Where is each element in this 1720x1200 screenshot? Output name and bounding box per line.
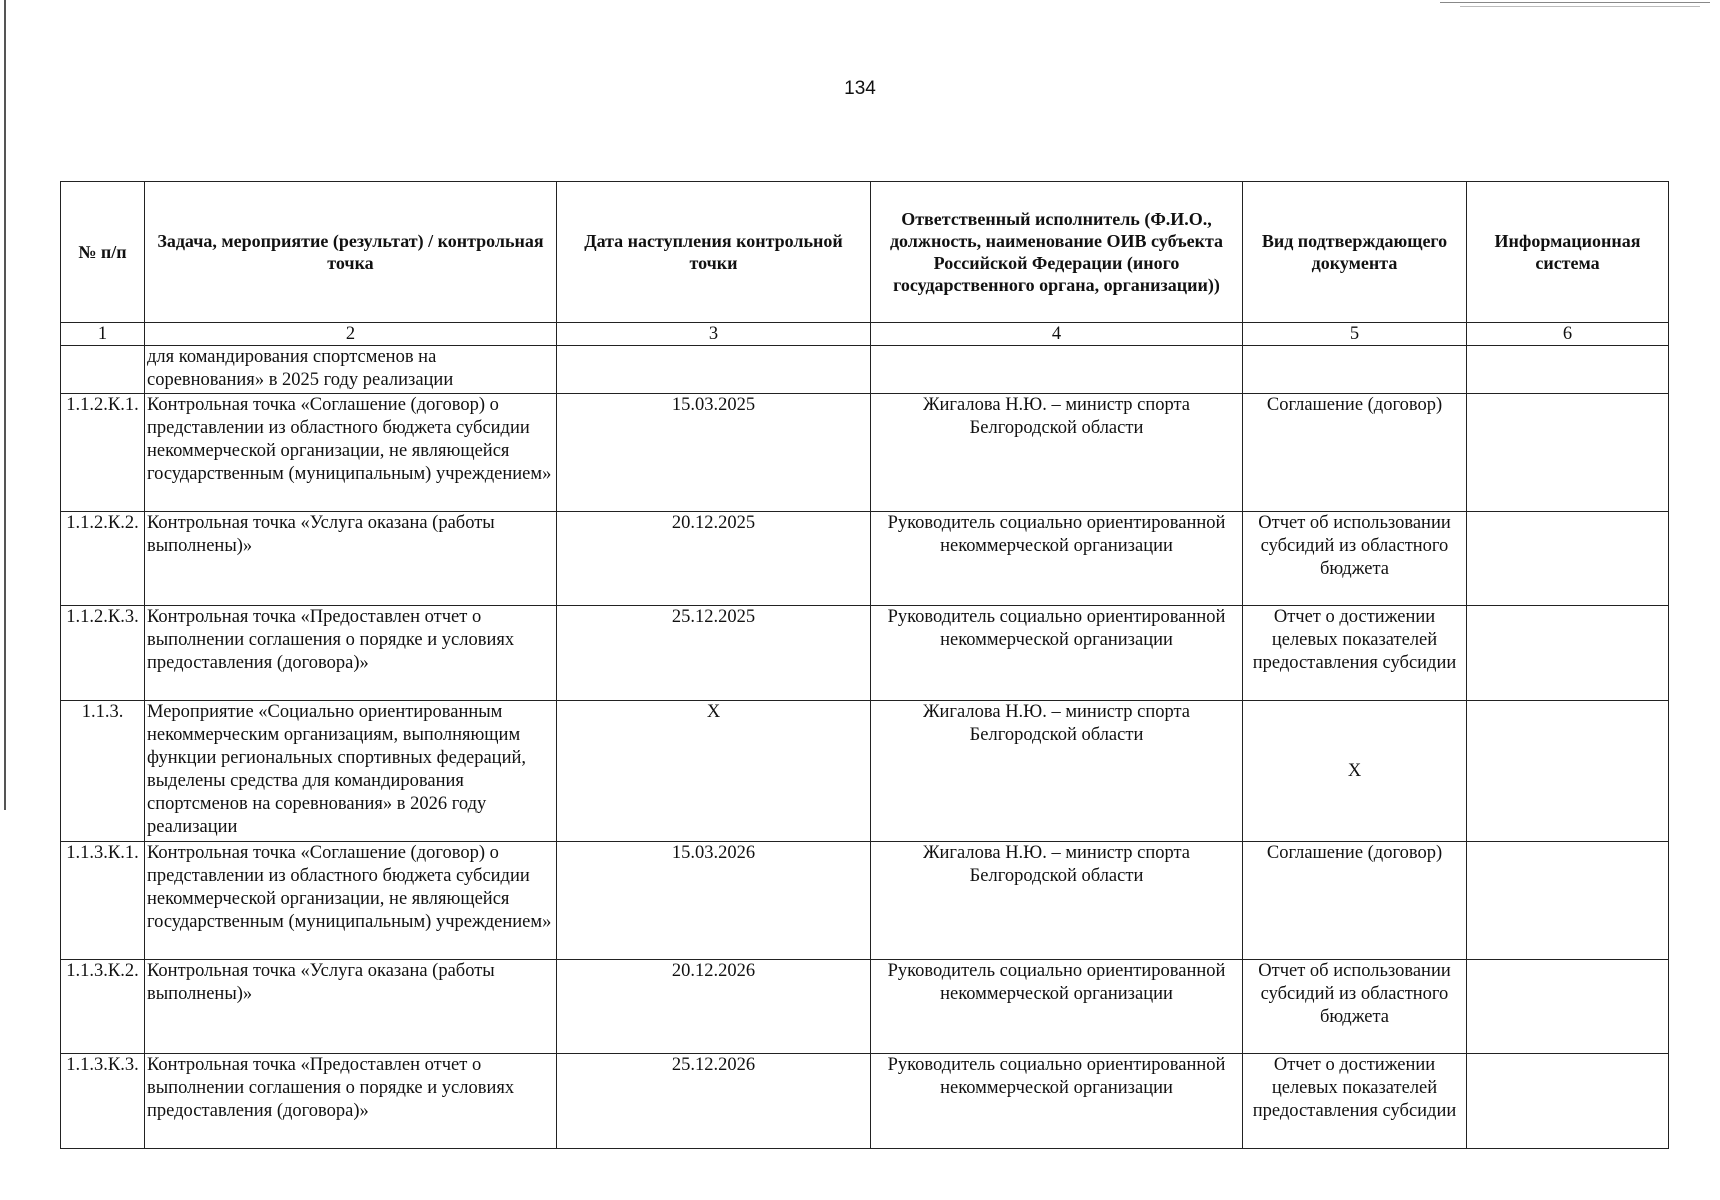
cell-system: [1467, 1054, 1669, 1149]
table-row: [61, 1054, 1669, 1149]
cell-num: 1.1.2.К.3.: [61, 606, 145, 701]
cell-task: Контрольная точка «Предоставлен отчет о выполнении соглашения о порядке и условиях предоставления (договора)»: [145, 606, 557, 701]
cell-num: [61, 346, 145, 394]
cell-task: Контрольная точка «Услуга оказана (работы выполнены)»: [145, 512, 557, 606]
cell-system: [1467, 394, 1669, 512]
cell-responsible: Жигалова Н.Ю. – министр спорта Белгородской области: [871, 842, 1243, 960]
cell-system: [1467, 842, 1669, 960]
cell-responsible: Жигалова Н.Ю. – министр спорта Белгородской области: [871, 394, 1243, 512]
control-points-table: [60, 181, 1669, 1149]
column-number: 3: [557, 323, 871, 346]
cell-task: Контрольная точка «Соглашение (договор) о представлении из областного бюджета субсидии некоммерческой организации, не являющейся государственным (муниципальным) учреждением»: [145, 842, 557, 960]
table-row: [61, 346, 1669, 394]
cell-doc: [1243, 346, 1467, 394]
cell-responsible: Жигалова Н.Ю. – министр спорта Белгородской области: [871, 701, 1243, 842]
cell-task: Контрольная точка «Предоставлен отчет о выполнении соглашения о порядке и условиях предоставления (договора)»: [145, 1054, 557, 1149]
cell-doc: Соглашение (договор): [1243, 842, 1467, 960]
table-row: [61, 701, 1669, 842]
cell-date: 15.03.2025: [557, 394, 871, 512]
cell-date: Х: [557, 701, 871, 842]
column-number: 5: [1243, 323, 1467, 346]
cell-task: Контрольная точка «Услуга оказана (работы выполнены)»: [145, 960, 557, 1054]
cell-doc: Х: [1243, 701, 1467, 842]
column-number: 4: [871, 323, 1243, 346]
table-row: [61, 512, 1669, 606]
cell-num: 1.1.2.К.2.: [61, 512, 145, 606]
cell-task: Контрольная точка «Соглашение (договор) о представлении из областного бюджета субсидии некоммерческой организации, не являющейся государственным (муниципальным) учреждением»: [145, 394, 557, 512]
page-number: 134: [844, 78, 876, 99]
cell-date: 20.12.2026: [557, 960, 871, 1054]
header-num: № п/п: [61, 182, 145, 323]
cell-responsible: Руководитель социально ориентированной некоммерческой организации: [871, 606, 1243, 701]
column-number: 2: [145, 323, 557, 346]
cell-date: 25.12.2026: [557, 1054, 871, 1149]
cell-num: 1.1.3.: [61, 701, 145, 842]
header-system: Информационная система: [1467, 182, 1669, 323]
cell-num: 1.1.2.К.1.: [61, 394, 145, 512]
cell-task: Мероприятие «Социально ориентированным некоммерческим организациям, выполняющим функции региональных спортивных федераций, выделены средства для командирования спортсменов на соревнования» в 2026 году реализации: [145, 701, 557, 842]
cell-responsible: Руководитель социально ориентированной некоммерческой организации: [871, 960, 1243, 1054]
header-date: Дата наступления контрольной точки: [557, 182, 871, 323]
cell-num: 1.1.3.К.1.: [61, 842, 145, 960]
cell-date: 15.03.2026: [557, 842, 871, 960]
cell-date: 20.12.2025: [557, 512, 871, 606]
table-row: [61, 606, 1669, 701]
cell-task: для командирования спортсменов на соревнования» в 2025 году реализации: [145, 346, 557, 394]
cell-responsible: [871, 346, 1243, 394]
cell-num: 1.1.3.К.3.: [61, 1054, 145, 1149]
cell-doc: Отчет о достижении целевых показателей предоставления субсидии: [1243, 606, 1467, 701]
cell-date: [557, 346, 871, 394]
cell-doc: Отчет о достижении целевых показателей предоставления субсидии: [1243, 1054, 1467, 1149]
cell-responsible: Руководитель социально ориентированной некоммерческой организации: [871, 512, 1243, 606]
cell-system: [1467, 701, 1669, 842]
scan-edge: [4, 0, 6, 810]
header-responsible: Ответственный исполнитель (Ф.И.О., должность, наименование ОИВ субъекта Российской Федерации (иного государственного органа, организации)): [871, 182, 1243, 323]
cell-system: [1467, 606, 1669, 701]
cell-system: [1467, 512, 1669, 606]
cell-doc: Соглашение (договор): [1243, 394, 1467, 512]
cell-date: 25.12.2025: [557, 606, 871, 701]
header-doc: Вид подтверждающего документа: [1243, 182, 1467, 323]
scan-artifact-line: [1460, 6, 1700, 7]
scan-artifact-line: [1440, 2, 1710, 3]
table-row: [61, 394, 1669, 512]
header-task: Задача, мероприятие (результат) / контрольная точка: [145, 182, 557, 323]
column-number: 1: [61, 323, 145, 346]
column-number: 6: [1467, 323, 1669, 346]
cell-responsible: Руководитель социально ориентированной некоммерческой организации: [871, 1054, 1243, 1149]
cell-doc: Отчет об использовании субсидий из областного бюджета: [1243, 512, 1467, 606]
column-number-row: [61, 323, 1669, 346]
cell-num: 1.1.3.К.2.: [61, 960, 145, 1054]
table-row: [61, 842, 1669, 960]
cell-system: [1467, 346, 1669, 394]
table-row: [61, 960, 1669, 1054]
cell-system: [1467, 960, 1669, 1054]
table-header-row: [61, 182, 1669, 323]
cell-doc: Отчет об использовании субсидий из областного бюджета: [1243, 960, 1467, 1054]
